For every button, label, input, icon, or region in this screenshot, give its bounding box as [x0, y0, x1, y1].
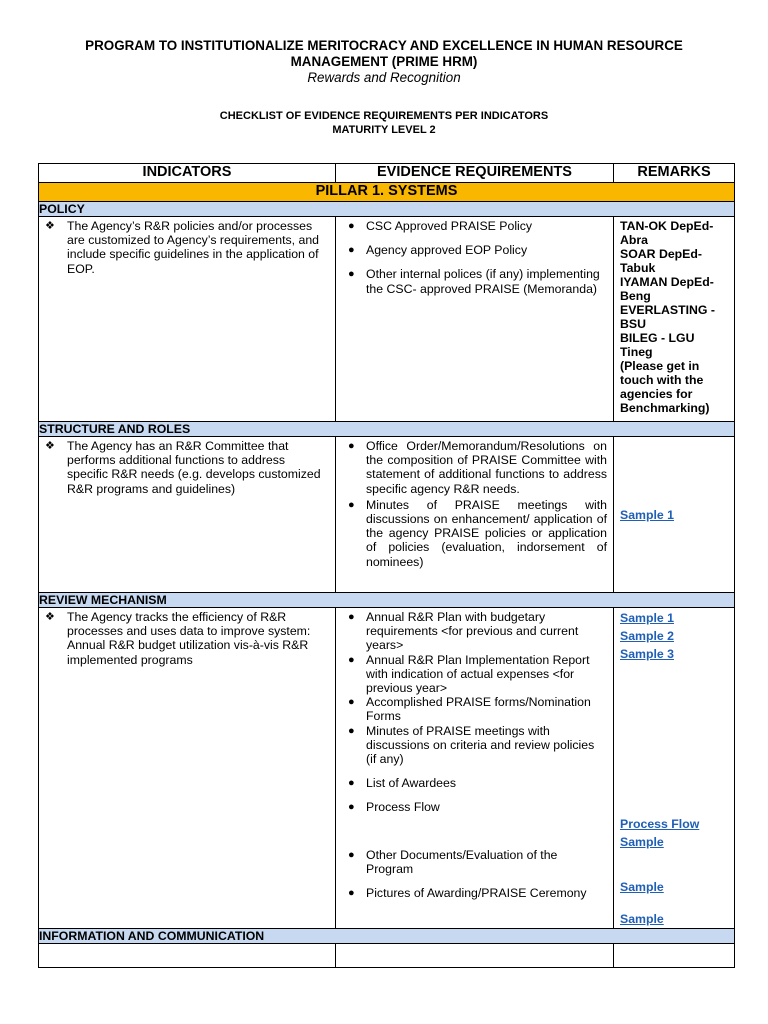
section-title-info: INFORMATION AND COMMUNICATION — [39, 929, 735, 944]
bullet-icon: ● — [348, 440, 355, 452]
bullet-icon: ● — [348, 777, 355, 790]
evidence-list — [336, 217, 613, 296]
document-header — [0, 38, 768, 86]
pictures-sample-link[interactable]: Sample — [620, 912, 664, 926]
evidence-cell — [336, 217, 614, 422]
section-row-policy — [39, 202, 735, 217]
bullet-icon: ● — [348, 220, 355, 232]
table-row — [39, 217, 735, 422]
evidence-cell — [336, 944, 614, 968]
sample-link[interactable]: Sample 1 — [620, 507, 674, 522]
checklist-table — [38, 163, 735, 968]
indicator-text: The Agency’s R&R policies and/or processes are customized to Agency’s requirements, and include specific guidelines in the application of EOP. — [67, 219, 319, 276]
list-item: ● Other Documents/Evaluation of the Program — [342, 848, 607, 876]
sample-link[interactable]: Sample 3 — [620, 647, 674, 661]
list-item: ● Process Flow — [342, 800, 607, 814]
bullet-icon: ● — [348, 801, 355, 814]
remark-line: IYAMAN DepEd-Beng — [620, 275, 714, 303]
section-title-policy: POLICY — [39, 202, 735, 217]
list-item: ● Office Order/Memorandum/Resolutions on the composition of PRAISE Committee with statement of additional functions to address specific agency R&R needs. — [342, 439, 607, 496]
maturity-level: MATURITY LEVEL 2 — [332, 124, 436, 136]
indicator-text: The Agency has an R&R Committee that performs additional functions to address specific R&R needs (e.g. develops customized R&R programs and guidelines) — [67, 439, 321, 496]
evidence-list — [336, 437, 613, 569]
section-title-review: REVIEW MECHANISM — [39, 593, 735, 608]
list-item: ● Minutes of PRAISE meetings with discussions on enhancement/ application of the agency PRAISE policies or application of policies (evaluation, indorsement of nominees) — [342, 498, 607, 569]
pillar-row — [39, 183, 735, 202]
subtitle: Rewards and Recognition — [307, 70, 461, 85]
remark-line: (Please get in touch with the agencies for Benchmarking) — [620, 359, 710, 415]
section-row-structure — [39, 422, 735, 437]
other-documents-sample-link[interactable]: Sample — [620, 880, 664, 894]
bullet-icon: ● — [348, 887, 355, 900]
evidence-list — [336, 608, 613, 900]
process-flow-link[interactable]: Process Flow — [620, 817, 700, 831]
diamond-bullet-icon: ❖ — [45, 220, 55, 232]
list-item: ● Annual R&R Plan Implementation Report with indication of actual expenses <for previous year> — [342, 653, 607, 696]
remark-line: EVERLASTING - BSU — [620, 303, 715, 331]
remark-line: SOAR DepEd-Tabuk — [620, 247, 702, 275]
table-row — [39, 437, 735, 593]
sample-link[interactable]: Sample 2 — [620, 629, 674, 643]
bullet-icon: ● — [348, 724, 355, 737]
title-line-1: PROGRAM TO INSTITUTIONALIZE MERITOCRACY AND EXCELLENCE IN HUMAN RESOURCE — [85, 38, 683, 53]
title-line-2: MANAGEMENT (PRIME HRM) — [290, 54, 478, 69]
diamond-bullet-icon: ❖ — [45, 611, 55, 623]
table-row — [39, 608, 735, 929]
program-title — [24, 38, 744, 70]
bullet-icon: ● — [348, 653, 355, 666]
remarks-cell — [614, 608, 735, 929]
section-row-review — [39, 593, 735, 608]
remarks-cell — [614, 217, 735, 422]
sample-link[interactable]: Sample 1 — [620, 611, 674, 625]
checklist-heading — [0, 109, 768, 137]
remark-line: TAN-OK DepEd-Abra — [620, 219, 714, 247]
bullet-icon: ● — [348, 268, 355, 281]
list-item: ● Pictures of Awarding/PRAISE Ceremony — [342, 886, 607, 900]
process-flow-sample-link[interactable]: Sample — [620, 835, 664, 849]
bullet-icon: ● — [348, 848, 355, 861]
column-header-row — [39, 164, 735, 183]
checklist-line-1: CHECKLIST OF EVIDENCE REQUIREMENTS PER INDICATORS — [219, 110, 549, 122]
col-indicators: INDICATORS — [39, 164, 336, 183]
bullet-icon: ● — [348, 611, 355, 623]
bullet-icon: ● — [348, 498, 355, 511]
section-title-structure: STRUCTURE AND ROLES — [39, 422, 735, 437]
list-item: ● Other internal polices (if any) implementing the CSC- approved PRAISE (Memoranda) — [342, 267, 607, 295]
col-evidence: EVIDENCE REQUIREMENTS — [336, 164, 614, 183]
bullet-icon: ● — [348, 696, 355, 709]
list-item: ● CSC Approved PRAISE Policy — [342, 219, 607, 233]
indicator-cell — [39, 217, 336, 422]
evidence-cell — [336, 608, 614, 929]
list-item: ● Annual R&R Plan with budgetary requirements <for previous and current years> — [342, 610, 607, 653]
indicator-cell — [39, 608, 336, 929]
list-item: ● List of Awardees — [342, 776, 607, 790]
diamond-bullet-icon: ❖ — [45, 440, 55, 452]
section-row-info — [39, 929, 735, 944]
pillar-title: PILLAR 1. SYSTEMS — [39, 183, 735, 202]
evidence-cell — [336, 437, 614, 593]
indicator-cell — [39, 944, 336, 968]
benchmark-remarks — [614, 217, 734, 415]
col-remarks: REMARKS — [614, 164, 735, 183]
table-row — [39, 944, 735, 968]
remark-line: BILEG - LGU Tineg — [620, 331, 695, 359]
list-item: ● Agency approved EOP Policy — [342, 243, 607, 257]
indicator-text: The Agency tracks the efficiency of R&R processes and uses data to improve system: Annual R&R budget utilization vis-à-vis R&R implemented programs — [67, 610, 311, 667]
list-item: ● Minutes of PRAISE meetings with discussions on criteria and review policies (if any) — [342, 724, 607, 767]
list-item: ● Accomplished PRAISE forms/Nomination Forms — [342, 695, 607, 723]
bullet-icon: ● — [348, 244, 355, 257]
remarks-cell — [614, 944, 735, 968]
indicator-cell — [39, 437, 336, 593]
remarks-cell — [614, 437, 735, 593]
